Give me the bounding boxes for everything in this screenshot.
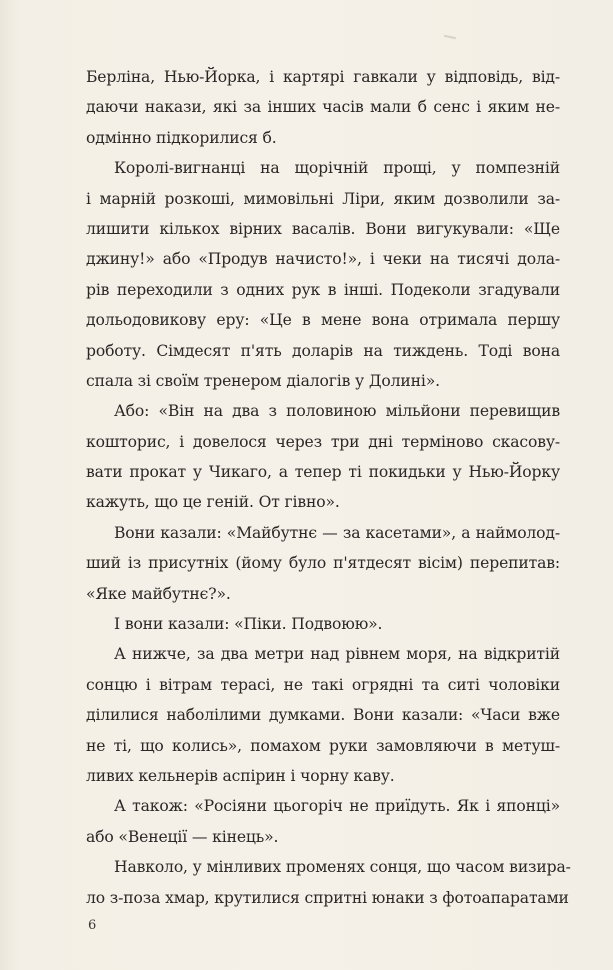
text-line: кажуть, що це геній. От гівно».: [86, 493, 340, 512]
text-line: кошторис, і довелося через три дні терміново скасову-: [86, 432, 560, 451]
text-line: роботу. Сімдесят п'ять доларів на тиждень. Тоді вона: [86, 341, 560, 360]
text-line: ділилися наболілими думками. Вони казали: «Часи вже: [86, 706, 560, 725]
text-line: одмінно підкорилися б.: [86, 128, 277, 147]
text-line: Берліна, Нью-Йорка, і картярі гавкали у відповідь, від-: [86, 68, 560, 86]
text-line: спала зі своїм тренером діалогів у Долині».: [86, 371, 440, 390]
paper-mark: [444, 35, 456, 39]
text-line: або «Венеції — кінець».: [86, 827, 279, 846]
text-line: І вони казали: «Піки. Подвоюю».: [114, 615, 383, 634]
text-line: даючи накази, які за інших часів мали б сенс і яким не-: [86, 98, 560, 117]
text-line: не ті, що колись», помахом руки замовляючи в метуш-: [86, 736, 560, 755]
text-line: Королі-вигнанці на щорічній прощі, у помпезній: [114, 159, 560, 178]
text-line: рів переходили з одних рук в інші. Подеколи згадували: [86, 280, 560, 299]
page-number: 6: [88, 918, 97, 933]
text-line: дольодовикову еру: «Це в мене вона отримала першу: [86, 311, 560, 330]
text-line: Або: «Він на два з половиною мільйони перевищив: [114, 402, 560, 421]
text-line: лишити кількох вірних васалів. Вони вигукували: «Ще: [86, 219, 560, 238]
text-line: ло з-поза хмар, крутилися спритні юнаки з фотоапаратами: [86, 888, 569, 907]
text-line: А також: «Росіяни цьогоріч не приїдуть. Як і японці»: [114, 797, 560, 816]
text-line: ший із присутніх (йому було п'ятдесят вісім) перепитав:: [86, 554, 560, 573]
text-line: Вони казали: «Майбутнє — за касетами», а наймолод-: [114, 523, 560, 542]
text-line: А нижче, за два метри над рівнем моря, на відкритій: [114, 645, 560, 664]
text-line: вати прокат у Чикаго, а тепер ті покидьки у Нью-Йорку: [86, 463, 560, 482]
text-line: і марній розкоші, мимовільні Ліри, яким дозволили за-: [86, 189, 560, 208]
text-line: Навколо, у мінливих променях сонця, що часом визира-: [114, 858, 571, 877]
text-line: «Яке майбутнє?».: [86, 584, 231, 603]
body-text: [86, 62, 571, 913]
text-line: джину!» або «Продув начисто!», і чеки на тисячі дола-: [86, 250, 560, 269]
text-line: ливих кельнерів аспірин і чорну каву.: [86, 766, 395, 785]
text-line: сонцю і вітрам терасі, не такі огрядні та ситі чоловіки: [86, 675, 560, 694]
